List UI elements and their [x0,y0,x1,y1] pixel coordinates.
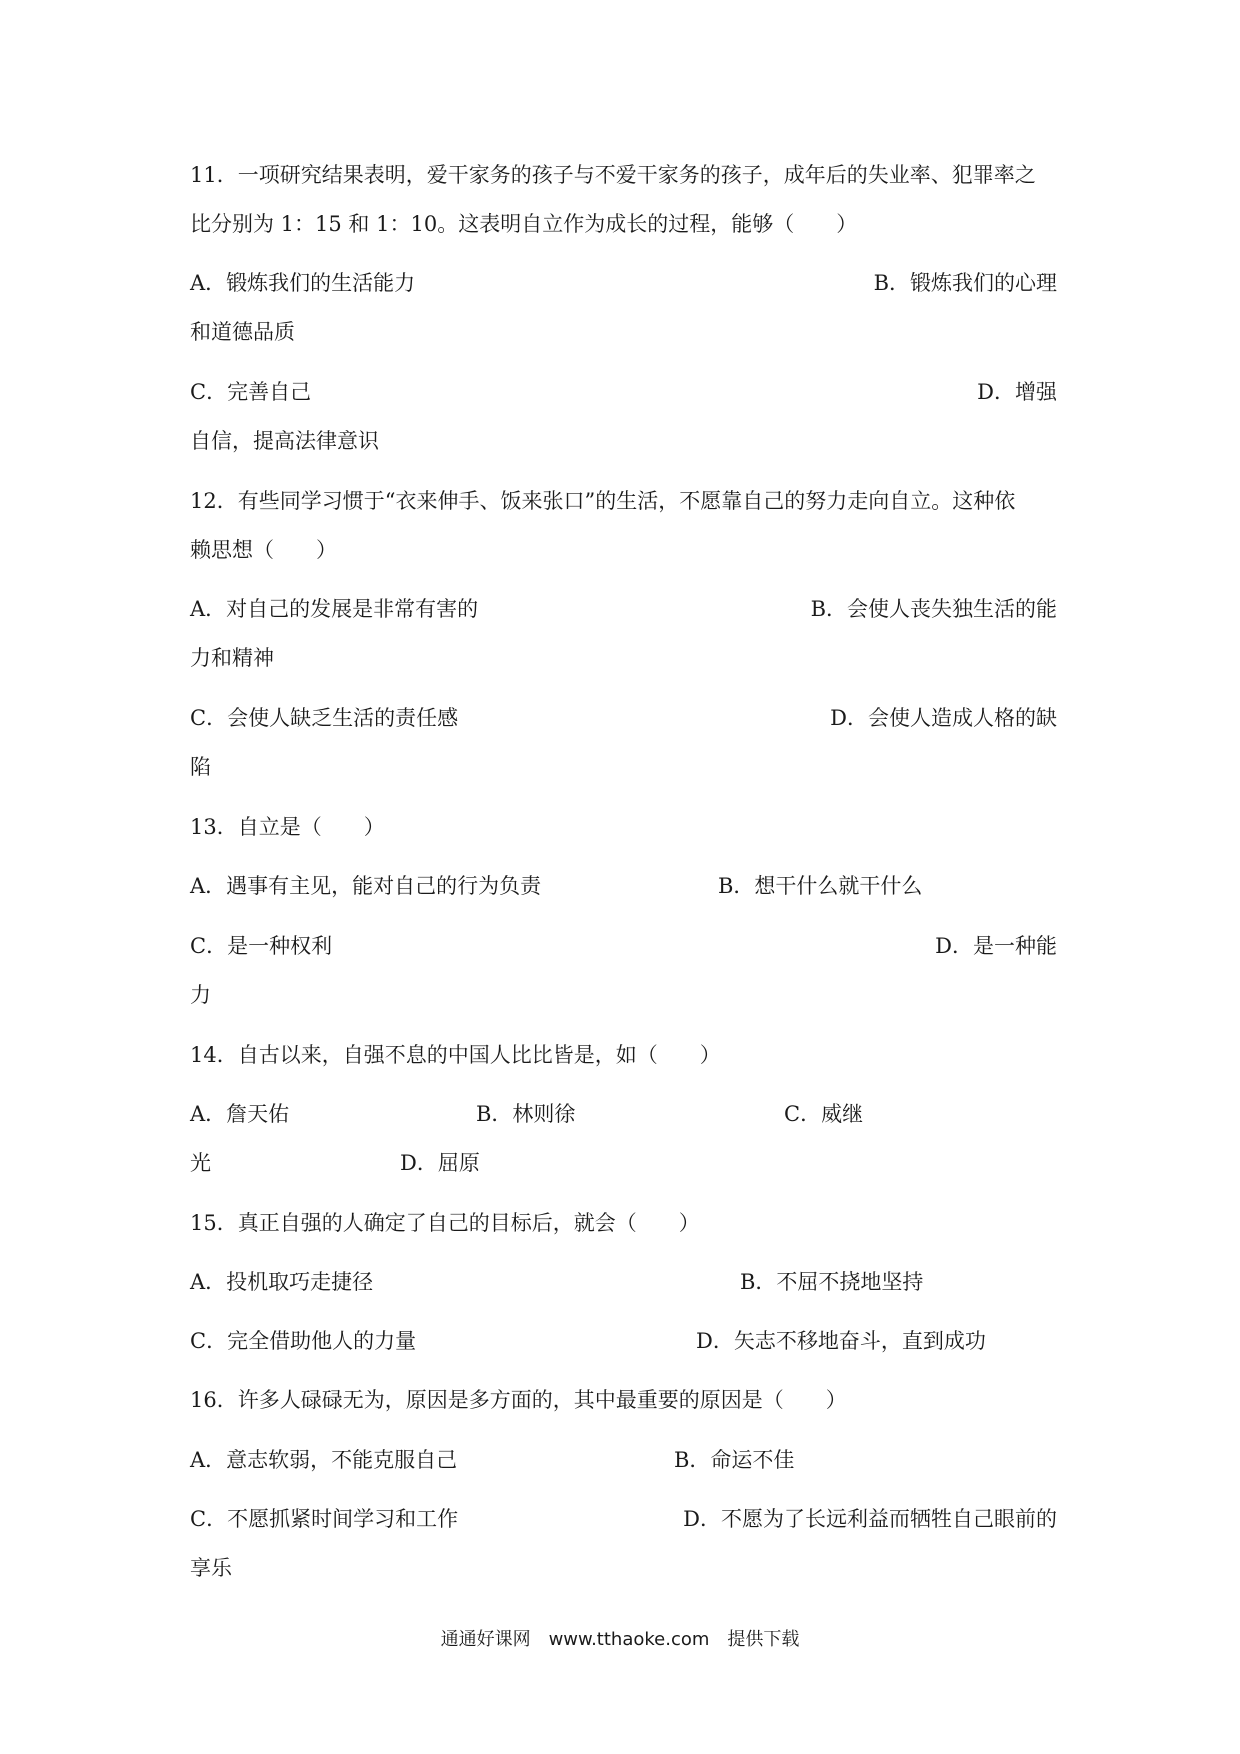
option-b: B．会使人丧失独生活的能 [810,597,1057,621]
option-a: A．詹天佑 [190,1102,290,1126]
question-stem-line: 12．有些同学习惯于“衣来伸手、饭来张口”的生活，不愿靠自己的努力走向自立。这种依 [190,489,1016,513]
option-a: A．遇事有主见，能对自己的行为负责 [190,874,542,898]
option-d: D．会使人造成人格的缺 [830,706,1057,730]
option-b: B．命运不佳 [674,1448,795,1472]
question-stem-line: 比分别为 1：15 和 1：10。这表明自立作为成长的过程，能够（ ） [190,212,858,236]
option-d-continued: 享乐 [190,1556,232,1580]
option-b: B．想干什么就干什么 [718,874,923,898]
page-footer: 通通好课网 www.tthaoke.com 提供下载 [440,1629,800,1650]
option-c: C．完全借助他人的力量 [190,1329,417,1353]
question-stem-line: 11．一项研究结果表明，爱干家务的孩子与不爱干家务的孩子，成年后的失业率、犯罪率之 [190,163,1036,187]
option-d: D．是一种能 [935,934,1057,958]
option-c-continued: 光 [190,1151,211,1175]
option-c: C．威继 [784,1102,864,1126]
question-stem-line: 13．自立是（ ） [190,815,385,839]
option-d-continued: 自信，提高法律意识 [190,429,379,453]
option-c: C．是一种权利 [190,934,333,958]
question-stem-line: 赖思想（ ） [190,538,337,562]
option-b: B．不屈不挠地坚持 [740,1270,924,1294]
option-b-continued: 力和精神 [190,646,274,670]
option-b: B．锻炼我们的心理 [873,271,1057,295]
option-c: C．不愿抓紧时间学习和工作 [190,1507,459,1531]
option-a: A．意志软弱，不能克服自己 [190,1448,458,1472]
option-d-continued: 陷 [190,755,211,779]
question-stem-line: 14．自古以来，自强不息的中国人比比皆是，如（ ） [190,1043,721,1067]
option-d: D．不愿为了长远利益而牺牲自己眼前的 [683,1507,1057,1531]
question-stem-line: 15．真正自强的人确定了自己的目标后，就会（ ） [190,1211,700,1235]
option-d: D．矢志不移地奋斗，直到成功 [696,1329,986,1353]
option-c: C．完善自己 [190,380,312,404]
option-a: A．投机取巧走捷径 [190,1270,374,1294]
option-b-continued: 和道德品质 [190,320,295,344]
question-stem-line: 16．许多人碌碌无为，原因是多方面的，其中最重要的原因是（ ） [190,1388,847,1412]
option-d: D．增强 [977,380,1057,404]
option-d: D．屈原 [400,1151,480,1175]
option-c: C．会使人缺乏生活的责任感 [190,706,459,730]
option-a: A．对自己的发展是非常有害的 [190,597,479,621]
option-b: B．林则徐 [476,1102,576,1126]
option-a: A．锻炼我们的生活能力 [190,271,416,295]
option-d-continued: 力 [190,983,211,1007]
